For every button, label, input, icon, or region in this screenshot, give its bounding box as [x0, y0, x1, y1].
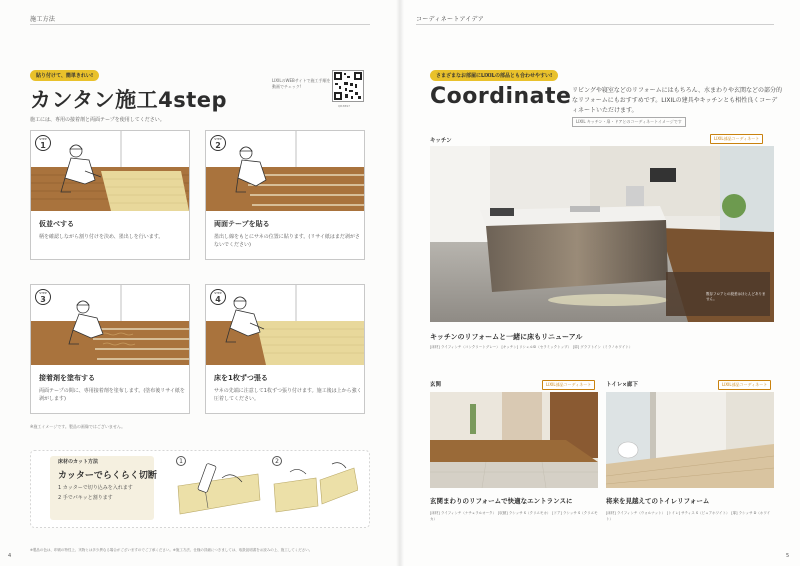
- entrance-coordinate-tag: LIXIL部品コーディネート: [542, 380, 595, 390]
- toilet-hallway-label: トイレ×廊下: [606, 382, 638, 388]
- step-card-1: [30, 130, 190, 260]
- step-2-illustration: [206, 131, 364, 211]
- page-number-right: 5: [786, 553, 790, 559]
- toilet-hallway-spec: [床材] ライフィンチ（ウォルナット） [トイレ] サティス S（ピュアホワイト） [扉] ラシッサ D（ホワイト）: [606, 511, 771, 521]
- qr-caption: LIXILのWEBサイトで施工手順を動画でチェック!: [272, 78, 331, 89]
- right-lead-note: LIXIL キッチン・扉・ドアとのコーディネートイメージです: [572, 117, 686, 127]
- step-word: STEP: [214, 137, 222, 141]
- step-1-illustration: [31, 131, 189, 211]
- left-title: カンタン施工4step: [30, 88, 228, 112]
- left-tagline: 貼り付けて、簡単きれい!: [30, 70, 99, 81]
- cut-method-label: 床材のカット方法: [58, 459, 98, 465]
- step-2-title: 両面テープを貼る: [214, 220, 270, 228]
- kitchen-spec: [床材] ライフィンチ（コンクリートグレー） [キッチン] リシェルSI（セラミックトップ） [扉] グラフトイン（ミラノホワイト）: [430, 345, 633, 349]
- step-4-badge: [210, 289, 226, 305]
- entrance-caption: 玄関まわりのリフォームで快適なエントランスに: [430, 497, 573, 505]
- cut-illustration-1: [174, 460, 262, 520]
- kitchen-coordinate-tag: LIXIL部品コーディネート: [710, 134, 763, 144]
- step-word: STEP: [214, 291, 222, 295]
- step-1-title: 仮並べする: [39, 220, 74, 228]
- step-2-description: 墨出し線をもとにサネの位置に貼ります。(リサイ紙はまだ剥がさないでください): [214, 234, 360, 248]
- toilet-coordinate-tag: LIXIL部品コーディネート: [718, 380, 771, 390]
- cut-step-2-text: 2 手でパキッと割ります: [58, 495, 113, 501]
- step-4-title: 床を1枚ずつ張る: [214, 374, 268, 382]
- step-1-description: 柄を確認しながら割り付けを決め、墨出しを行います。: [39, 234, 164, 240]
- step-number: 4: [215, 295, 221, 304]
- kitchen-photo: [430, 146, 774, 322]
- step-3-badge: [35, 289, 51, 305]
- step-word: STEP: [39, 291, 47, 295]
- step-3-title: 接着剤を塗布する: [39, 374, 95, 382]
- toilet-hallway-photo: [606, 392, 774, 488]
- step-card-4: [205, 284, 365, 414]
- step-number: 2: [215, 141, 221, 150]
- toilet-hallway-caption: 将来を見越えてのトイレリフォーム: [606, 497, 710, 505]
- kitchen-inset-note: 既存フロアとの段差はほとんどありません。: [706, 292, 766, 301]
- header-rule: [416, 24, 774, 25]
- cut-step-1-text: 1 カッターで切り込みを入れます: [58, 485, 133, 491]
- right-page-header: コーディネートアイデア: [416, 16, 485, 23]
- step-word: STEP: [39, 137, 47, 141]
- right-page: [400, 0, 800, 566]
- left-footer-note: ※製品の色は、印刷の特性上、実物とは多少異なる場合がございますのでご了承ください。※施工方法、仕様の詳細につきましては、取扱説明書をお読みの上、施工してください。: [30, 548, 313, 552]
- kitchen-caption: キッチンのリフォームと一緒に床もリニューアル: [430, 333, 583, 341]
- cut-number-2: 2: [272, 456, 282, 466]
- right-tagline: さまざまなお部屋にLIXILの部品とも合わせやすい!: [430, 70, 558, 81]
- step-card-3: [30, 284, 190, 414]
- qr-code-image[interactable]: [332, 70, 364, 102]
- qr-code-id: QR3897: [338, 104, 351, 108]
- step-card-2: [205, 130, 365, 260]
- right-title: Coordinate: [430, 84, 572, 109]
- step-1-badge: [35, 135, 51, 151]
- header-rule: [30, 24, 370, 25]
- step-2-badge: [210, 135, 226, 151]
- page-number-left: 4: [8, 553, 12, 559]
- left-intro: 施工には、専用の接着剤と両面テープを使用してください。: [30, 117, 165, 123]
- right-lead-text: リビングや寝室などのリフォームにはもちろん、水まわりや玄関などの部分的なリフォームにもおすすめです。LIXILの建具やキッチンとも相性良くコーディネートいただけます。: [572, 87, 782, 114]
- step-4-description: サネの先端に注意して1枚ずつ張り付けます。施工後は上から強く圧着してください。: [214, 388, 362, 402]
- cutting-method-box: [30, 450, 370, 528]
- left-page-header: 施工方法: [30, 16, 56, 23]
- entrance-spec: [床材] ライフィンチ（ナチュラルオーク） [収納] ラシッサ S（クリエモカ） [ドア] ラシッサ S（クリエモカ）: [430, 511, 598, 521]
- book-gutter: [396, 0, 404, 566]
- left-note: ※施工イメージです。製品の画像ではございません。: [30, 424, 126, 429]
- step-4-illustration: [206, 285, 364, 365]
- step-3-description: 両面テープの間に、専用接着剤を塗布します。(塗布後リサイ紙を剥がします): [39, 388, 185, 402]
- step-3-illustration: [31, 285, 189, 365]
- cut-method-title: カッターでらくらく切断: [58, 471, 157, 481]
- entrance-photo: [430, 392, 598, 488]
- cut-illustration-2: [270, 460, 358, 520]
- kitchen-label: キッチン: [430, 138, 452, 144]
- cut-number-1: 1: [176, 456, 186, 466]
- step-number: 1: [40, 141, 46, 150]
- step-number: 3: [40, 295, 46, 304]
- entrance-label: 玄関: [430, 382, 442, 388]
